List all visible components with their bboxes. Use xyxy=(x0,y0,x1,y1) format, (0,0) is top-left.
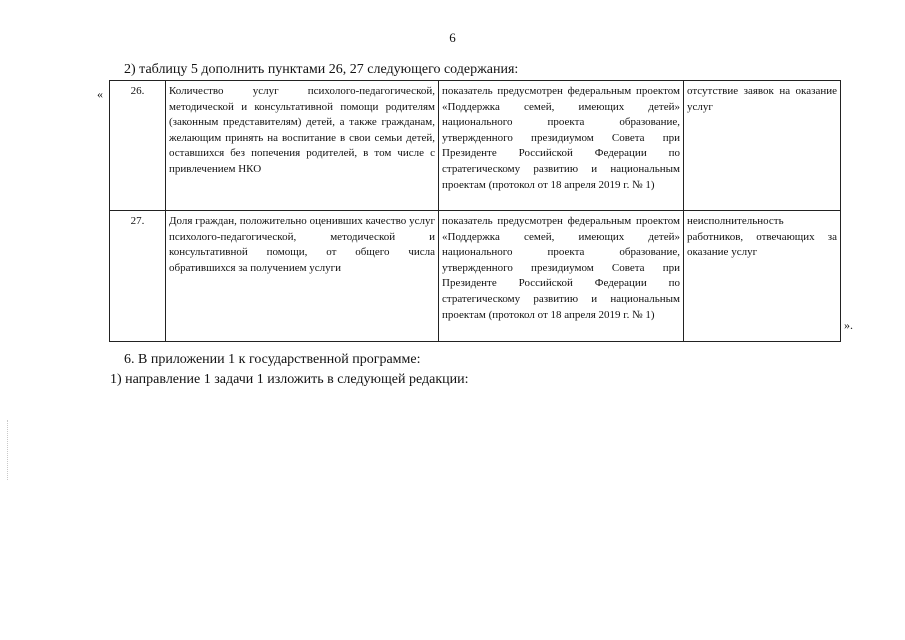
indicator-name-cell: Доля граждан, положительно оценивших качество услуг психолого-педагогической, методической и консультативной помощи, от общего числа обратившихся за получением услуги xyxy=(166,211,439,342)
page-number: 6 xyxy=(449,30,456,45)
opening-quote-mark: « xyxy=(97,87,103,101)
indicator-source-cell: показатель предусмотрен федеральным проектом «Поддержка семей, имеющих детей» национального проекта образование, утвержденного президиумом Совета при Президенте Российской Федерации по стратегическому развитию и национальным проектам (протокол от 18 апреля 2019 г. № 1) xyxy=(439,211,684,342)
section-subitem: 1) направление 1 задачи 1 изложить в следующей редакции: xyxy=(110,372,469,387)
risk-reason-cell: неисполнительность работников, отвечающих за оказание услуг xyxy=(684,211,841,342)
scan-margin-artifact xyxy=(7,420,9,480)
indicator-source-cell: показатель предусмотрен федеральным проектом «Поддержка семей, имеющих детей» национального проекта образование, утвержденного президиумом Совета при Президенте Российской Федерации по стратегическому развитию и национальным проектам (протокол от 18 апреля 2019 г. № 1) xyxy=(439,81,684,211)
row-number-cell: 26. xyxy=(110,81,166,211)
table-row xyxy=(110,81,841,211)
table-row xyxy=(110,211,841,342)
closing-quote-mark: ». xyxy=(844,318,853,332)
indicators-table xyxy=(109,80,841,342)
indicator-name-cell: Количество услуг психолого-педагогической, методической и консультативной помощи родителям (законным представителям) детей, а также гражданам, желающим принять на воспитание в свои семьи детей, оставшихся без попечения родителей, в том числе с привлечением НКО xyxy=(166,81,439,211)
section-heading: 6. В приложении 1 к государственной программе: xyxy=(124,352,421,367)
amendment-intro-text: 2) таблицу 5 дополнить пунктами 26, 27 следующего содержания: xyxy=(124,62,519,77)
row-number-cell: 27. xyxy=(110,211,166,342)
risk-reason-cell: отсутствие заявок на оказание услуг xyxy=(684,81,841,211)
